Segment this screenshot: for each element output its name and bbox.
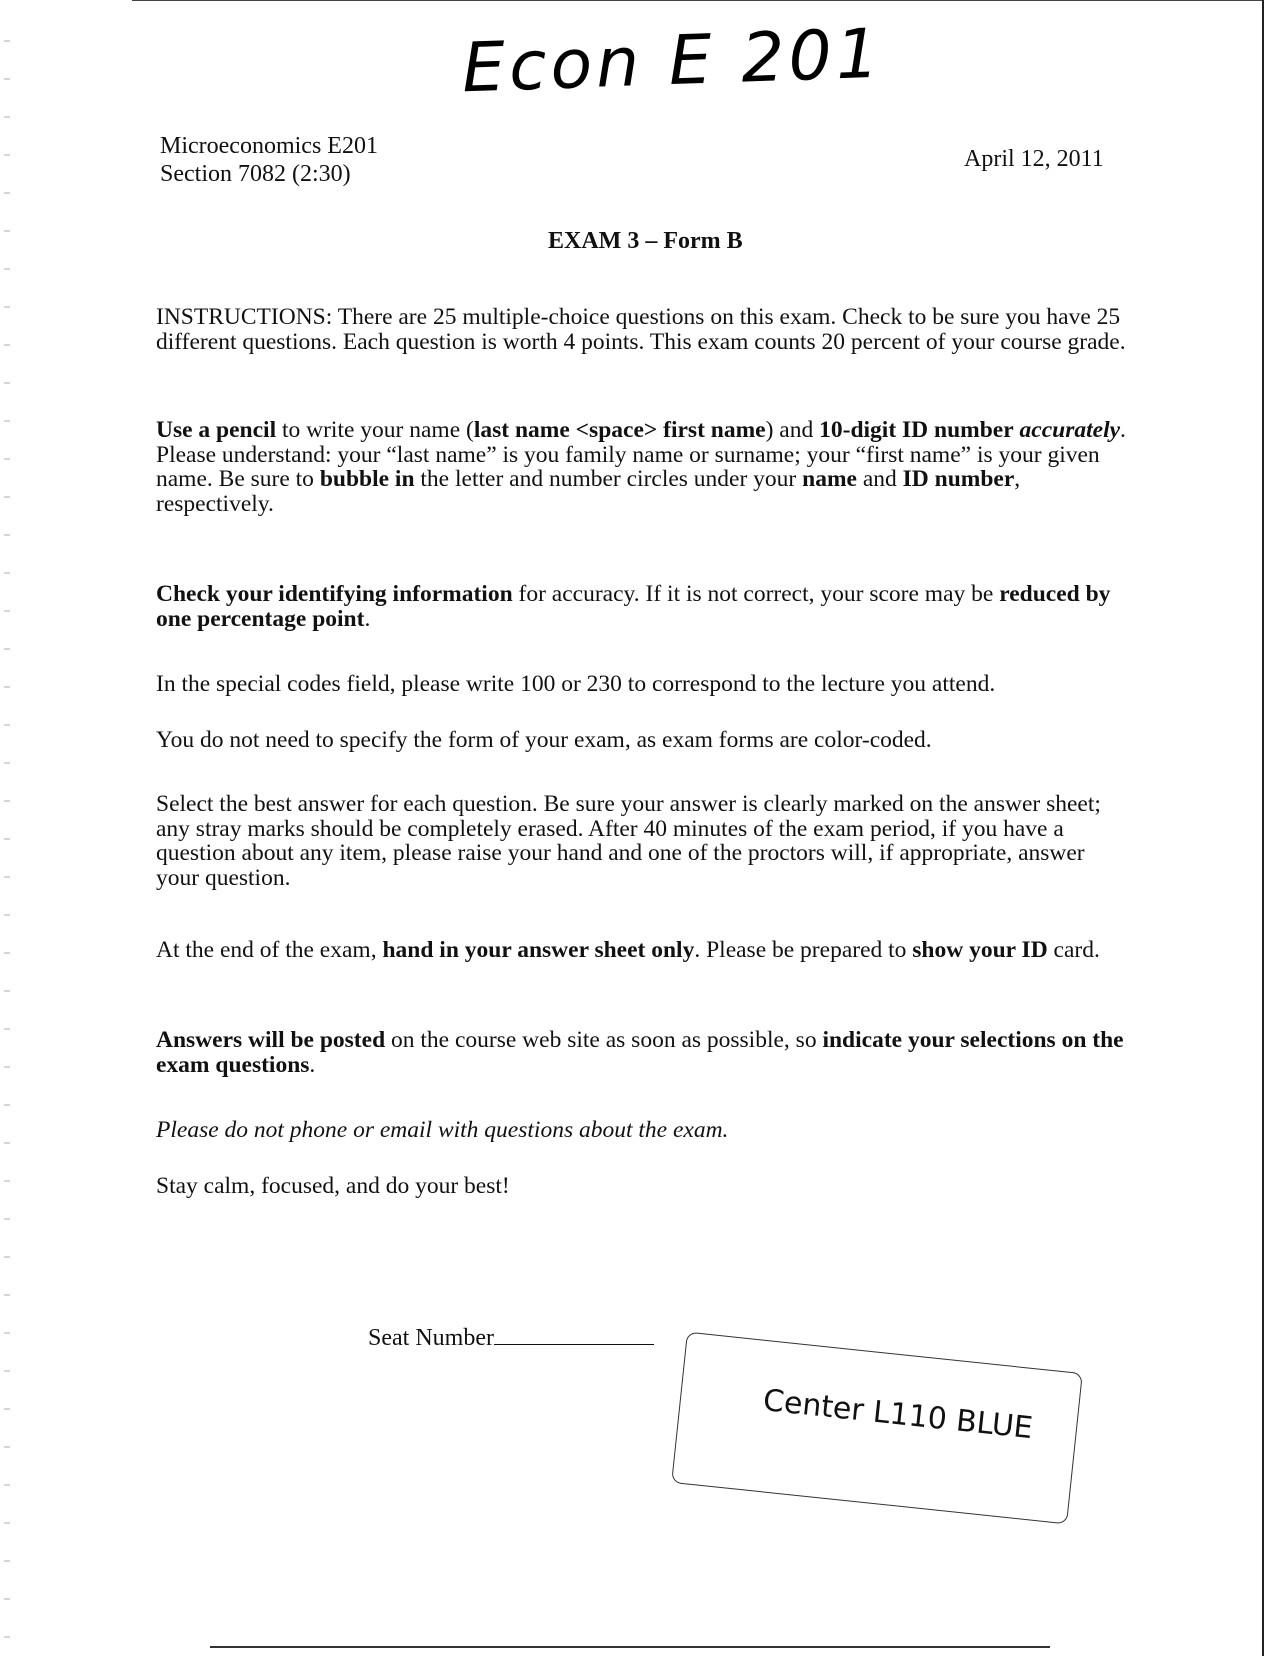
name-format-emphasis: last name <space> first name [473, 417, 766, 443]
seat-number-field [368, 1324, 654, 1352]
answers-posted-emphasis: Answers will be posted [156, 1027, 386, 1053]
text-run: the letter and number circles under your [414, 466, 803, 492]
page-edge-top [132, 0, 1264, 1]
show-id-emphasis: show your ID [912, 937, 1048, 963]
course-info [160, 132, 378, 188]
seat-number-label: Seat Number [368, 1325, 494, 1351]
text-run: . Please understand: your “last name” is you family name or surname; your “first name” is your given name. Be sure to [156, 417, 1126, 492]
text-run: to write your name ( [276, 417, 474, 443]
id-number-emphasis-2: ID number [902, 466, 1015, 492]
course-section: Section 7082 (2:30) [160, 161, 351, 187]
seat-number-blank [494, 1324, 654, 1345]
instructions-paragraph-2 [156, 418, 1126, 516]
text-run: . Please be prepared to [694, 937, 913, 963]
indicate-emphasis: indicate your selections on the exam questions [156, 1027, 1124, 1078]
room-sticker [671, 1332, 1083, 1525]
bubble-in-emphasis: bubble in [319, 466, 415, 492]
text-run: for accuracy. If it is not correct, your score may be [512, 581, 1000, 607]
text-run: . [309, 1051, 316, 1078]
handwritten-course-title: Econ E 201 [460, 14, 885, 109]
text-run: At the end of the exam, [156, 937, 383, 963]
check-info-emphasis: Check your identifying information [156, 581, 513, 607]
instructions-paragraph-8 [156, 1028, 1126, 1077]
page-edge-bottom [210, 1646, 1050, 1648]
text-run: on the course web site as soon as possible, so [385, 1027, 823, 1053]
hand-in-emphasis: hand in your answer sheet only [382, 937, 695, 963]
exam-date: April 12, 2011 [964, 146, 1104, 172]
text-run: ) and [765, 417, 820, 443]
scan-specks [4, 40, 10, 1640]
name-emphasis: name [802, 466, 857, 492]
id-number-emphasis: 10-digit ID number [819, 417, 1014, 443]
use-pencil-emphasis: Use a pencil [156, 417, 277, 443]
exam-title: EXAM 3 – Form B [548, 228, 743, 254]
course-name: Microeconomics E201 [160, 133, 378, 159]
instructions-paragraph-4: In the special codes field, please write 100 or 230 to correspond to the lecture you attend. [156, 671, 996, 697]
text-run: , respectively. [156, 466, 1021, 517]
text-run: and [856, 466, 903, 492]
instructions-paragraph-6: Select the best answer for each question. Be sure your answer is clearly marked on the answer sheet; any stray marks should be completely erased. After 40 minutes of the exam period, if you have a question about any item, please raise your hand and one of the proctors will, if appropriate, answer your question. [156, 791, 1101, 891]
instructions-paragraph-5: You do not need to specify the form of your exam, as exam forms are color-coded. [156, 727, 932, 753]
instructions-paragraph-9: Please do not phone or email with questions about the exam. [156, 1117, 729, 1143]
text-run: . [364, 605, 371, 632]
page-edge-right [1262, 0, 1264, 1656]
instructions-paragraph-10: Stay calm, focused, and do your best! [156, 1173, 510, 1199]
text-run: card. [1047, 937, 1100, 963]
room-sticker-text: Center L110 BLUE [761, 1383, 1035, 1447]
reduced-emphasis: reduced by one percentage point [156, 581, 1111, 632]
instructions-paragraph-7 [156, 938, 1126, 963]
instructions-paragraph-3 [156, 582, 1126, 631]
accurately-emphasis: accurately [1019, 417, 1121, 443]
instructions-paragraph-1: INSTRUCTIONS: There are 25 multiple-choice questions on this exam. Check to be sure you have 25 different questions. Each question is worth 4 points. This exam counts 20 percent of your course grade. [156, 304, 1126, 355]
